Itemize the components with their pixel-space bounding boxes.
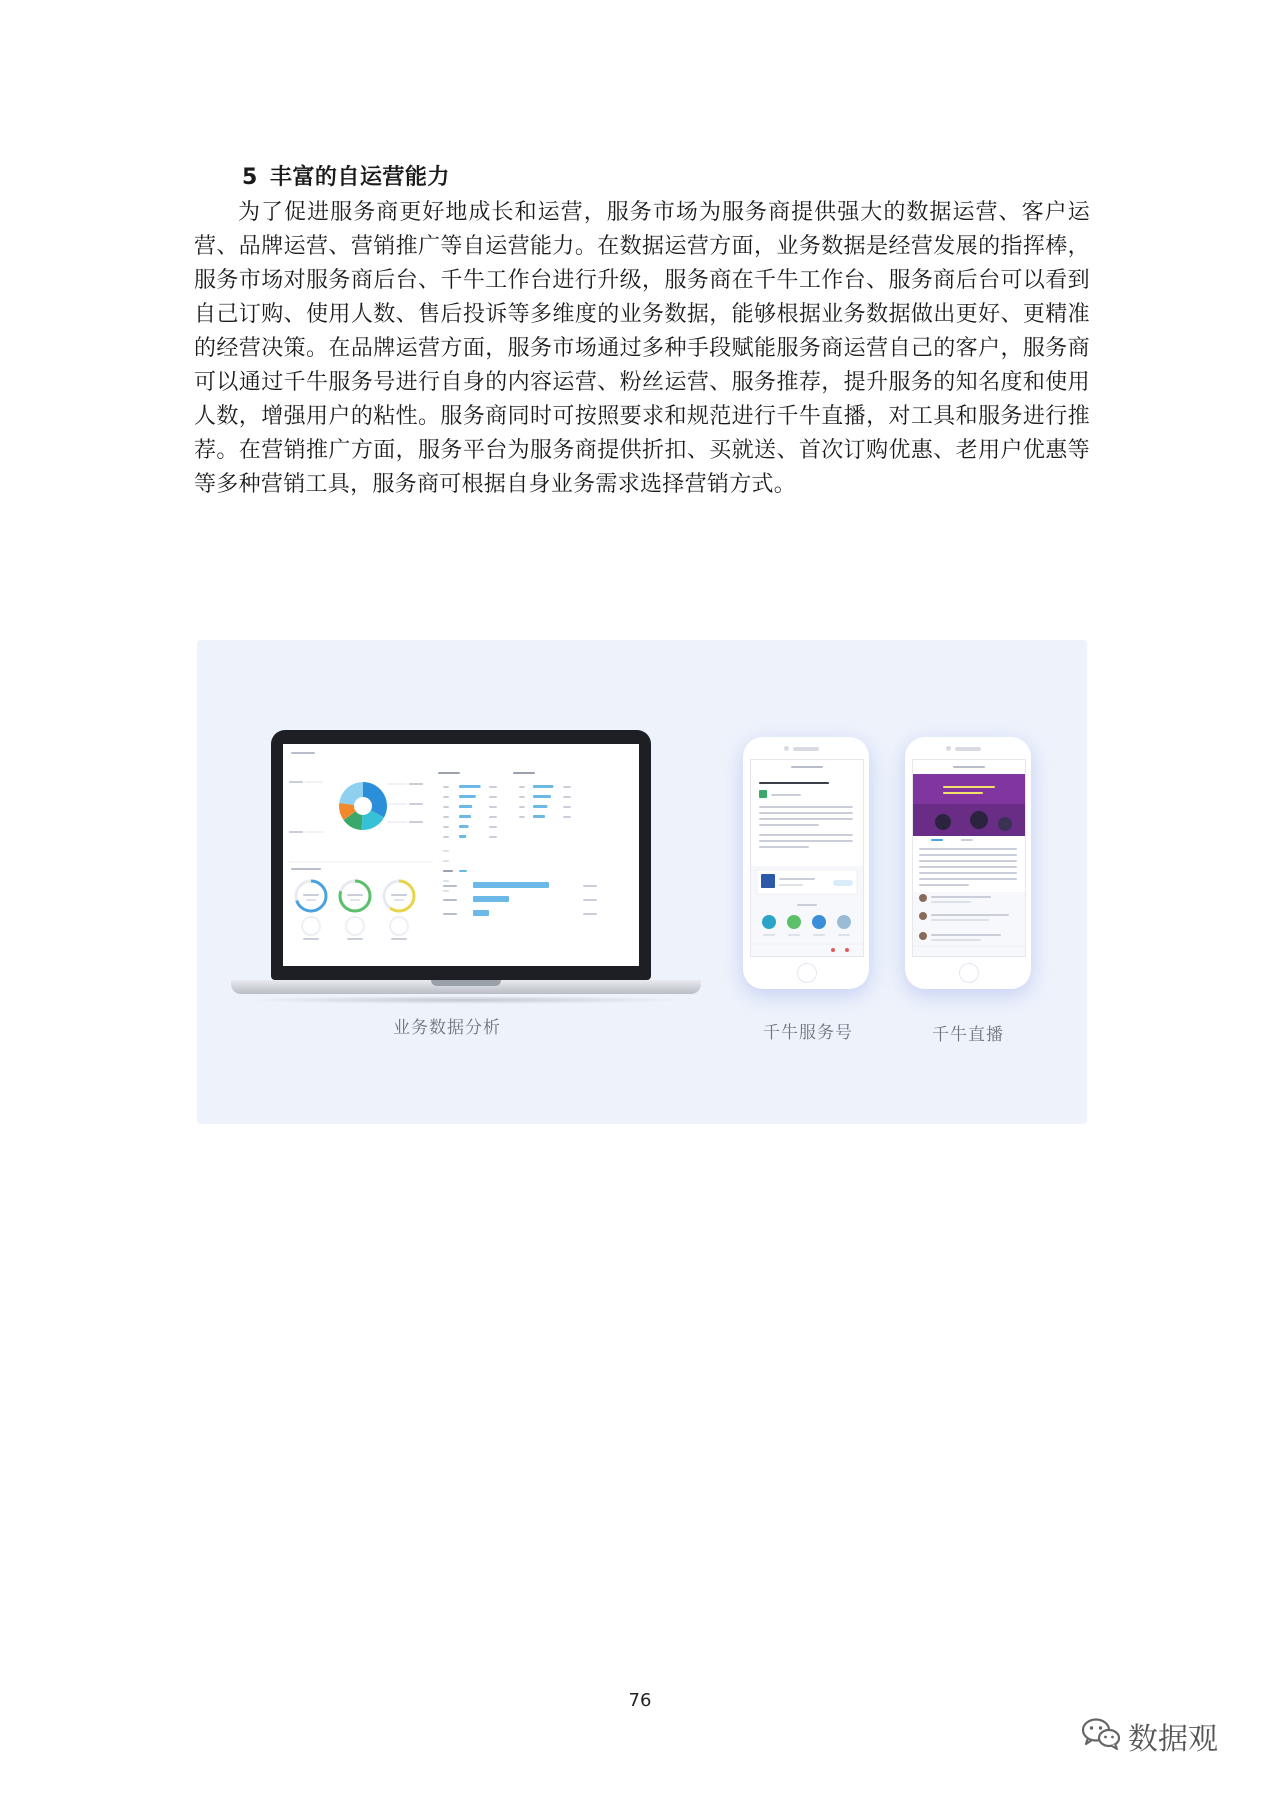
list-row-label-placeholder: [443, 860, 449, 862]
service-card-text-placeholder: [779, 884, 803, 886]
share-icon: [762, 915, 776, 929]
service-card-text-placeholder: [779, 878, 815, 880]
table-bar: [473, 910, 489, 916]
page-number: 76: [628, 1690, 652, 1711]
phone-home-button: [797, 963, 817, 983]
laptop-notch: [431, 980, 501, 986]
list-row-value-placeholder: [563, 786, 571, 788]
list-row-label-placeholder: [519, 816, 525, 818]
list-row-label-placeholder: [443, 850, 449, 852]
list-row-value-placeholder: [563, 806, 571, 808]
list-bar: [459, 815, 471, 818]
article-text-placeholder: [759, 818, 853, 820]
laptop-lid: [271, 730, 651, 980]
list-row-label-placeholder: [443, 836, 449, 838]
phone-service-account: [743, 737, 869, 989]
ring-value-placeholder: [394, 899, 404, 901]
list-bar: [459, 795, 476, 798]
list-bar: [459, 805, 472, 808]
table-row-label-placeholder: [443, 899, 457, 901]
live-banner-text-placeholder: [943, 792, 983, 794]
phone-screen: [750, 759, 864, 957]
article-text-placeholder: [759, 834, 853, 836]
ring-value-placeholder: [306, 899, 316, 901]
ring-label-placeholder: [391, 894, 407, 896]
live-description-placeholder: [919, 860, 1017, 862]
list-row-value-placeholder: [563, 816, 571, 818]
watermark-text: 数据观: [1128, 1722, 1218, 1757]
article-title-placeholder: [759, 782, 829, 784]
live-description-placeholder: [919, 866, 1017, 868]
product-figure: [197, 640, 1087, 1124]
live-streaming-illustration: [913, 760, 1025, 956]
service-card-button: [833, 880, 853, 886]
list-heading-placeholder: [438, 772, 460, 774]
list-bar: [459, 825, 469, 828]
article-text-placeholder: [759, 812, 853, 814]
live-tab-active-placeholder: [931, 839, 943, 841]
service-card-logo: [761, 874, 775, 888]
comment-avatar: [919, 894, 927, 902]
table-bar: [473, 896, 509, 902]
ring-caption-placeholder: [347, 938, 363, 940]
table-row-value-placeholder: [583, 913, 597, 915]
list-bar: [533, 815, 545, 818]
list-row-label-placeholder: [443, 880, 449, 882]
list-row-label-placeholder: [519, 796, 525, 798]
donut-slice: [339, 782, 363, 805]
share-caption-placeholder: [813, 934, 825, 936]
watermark: [1080, 1710, 1260, 1757]
section-title-text: 丰富的自运营能力: [269, 165, 450, 190]
share-caption-placeholder: [838, 934, 850, 936]
list-row-value-placeholder: [489, 786, 497, 788]
table-row-label-placeholder: [443, 885, 457, 887]
body-paragraph: 为了促进服务商更好地成长和运营，服务市场为服务商提供强大的数据运营、客户运营、品牌运营、营销推广等自运营能力。在数据运营方面，业务数据是经营发展的指挥棒，服务市场对服务商后台、千牛工作台进行升级，服务商在千牛工作台、服务商后台可以看到自己订购、使用人数、售后投诉等多维度的业务数据，能够根据业务数据做出更好、更精准的经营决策。在品牌运营方面，服务市场通过多种手段赋能服务商运营自己的客户，服务商可以通过千牛服务号进行自身的内容运营、粉丝运营、服务推荐，提升服务的知名度和使用人数，增强用户的粘性。服务商同时可按照要求和规范进行千牛直播，对工具和服务进行推荐。在营销推广方面，服务平台为服务商提供折扣、买就送、首次订购优惠、老用户优惠等等多种营销工具，服务商可根据自身业务需求选择营销方式。: [194, 200, 1090, 497]
table-row-value-placeholder: [583, 899, 597, 901]
list-row-value-placeholder: [489, 796, 497, 798]
comment-avatar: [919, 932, 927, 940]
live-description-placeholder: [919, 872, 1017, 874]
article-text-placeholder: [759, 840, 853, 842]
comment-text-placeholder: [931, 934, 1001, 936]
phone-home-button: [959, 963, 979, 983]
share-icon: [787, 915, 801, 929]
caption-business-data: 业务数据分析: [393, 1018, 501, 1038]
account-avatar: [759, 790, 767, 798]
list-row-value-placeholder: [489, 816, 497, 818]
list-row-label-placeholder: [519, 806, 525, 808]
article-text-placeholder: [759, 824, 819, 826]
live-tab-placeholder: [961, 839, 973, 841]
ring-secondary: [346, 917, 364, 935]
phone-live-streaming: [905, 737, 1031, 989]
service-account-illustration: [751, 760, 863, 956]
share-caption-placeholder: [788, 934, 800, 936]
list-row-label-placeholder: [443, 796, 449, 798]
live-host-figure: [970, 811, 988, 829]
ring-secondary: [390, 917, 408, 935]
phone-speaker: [955, 747, 981, 751]
list-bar: [533, 795, 551, 798]
list-row-label-placeholder: [443, 806, 449, 808]
laptop-mockup: [231, 730, 701, 1000]
donut-label-placeholder: [409, 803, 423, 805]
account-name-placeholder: [771, 794, 801, 796]
phone-screen: [912, 759, 1026, 957]
live-banner-text-placeholder: [943, 786, 995, 788]
section-number: 5: [242, 165, 258, 190]
phone-camera: [946, 746, 951, 751]
ring-caption-placeholder: [391, 938, 407, 940]
live-description-placeholder: [919, 848, 1017, 850]
dashboard-heading-placeholder: [291, 752, 315, 754]
table-tab-active-placeholder: [459, 870, 467, 872]
wechat-icon: [1080, 1716, 1122, 1750]
laptop-shadow: [241, 996, 691, 1004]
table-tab-placeholder: [443, 870, 453, 872]
list-bar: [533, 785, 553, 788]
comment-text-placeholder: [931, 901, 971, 903]
ring-caption-placeholder: [303, 938, 319, 940]
section-title: [242, 160, 450, 191]
list-row-label-placeholder: [443, 786, 449, 788]
caption-service-account: 千牛服务号: [763, 1023, 853, 1043]
list-row-label-placeholder: [519, 786, 525, 788]
live-description-placeholder: [919, 854, 1017, 856]
share-caption-placeholder: [763, 934, 775, 936]
live-host-figure: [935, 814, 951, 830]
ring-label-placeholder: [303, 894, 319, 896]
list-row-value-placeholder: [489, 806, 497, 808]
ring-secondary: [302, 917, 320, 935]
dashboard-illustration: [283, 744, 639, 966]
table-bar: [473, 882, 549, 888]
phone-title-placeholder: [953, 766, 985, 768]
comment-text-placeholder: [931, 919, 989, 921]
table-row-label-placeholder: [443, 913, 457, 915]
ring-value-placeholder: [350, 899, 360, 901]
list-row-value-placeholder: [489, 836, 497, 838]
dashboard-subheading-placeholder: [291, 868, 321, 870]
live-host-figure: [998, 817, 1012, 831]
donut-label-placeholder: [289, 781, 303, 783]
table-row-value-placeholder: [583, 885, 597, 887]
article-text-placeholder: [759, 806, 853, 808]
bottom-action-dot: [831, 948, 835, 952]
share-icon: [837, 915, 851, 929]
comment-text-placeholder: [931, 896, 991, 898]
caption-live: 千牛直播: [932, 1025, 1004, 1045]
live-description-placeholder: [919, 878, 1017, 880]
list-bar: [459, 835, 466, 838]
phone-title-placeholder: [791, 766, 823, 768]
ring-label-placeholder: [347, 894, 363, 896]
list-row-label-placeholder: [443, 890, 449, 892]
comment-text-placeholder: [931, 939, 981, 941]
donut-label-placeholder: [409, 821, 423, 823]
list-row-label-placeholder: [443, 826, 449, 828]
donut-label-placeholder: [409, 783, 423, 785]
list-bar: [533, 805, 547, 808]
list-heading-placeholder: [513, 772, 535, 774]
list-row-value-placeholder: [489, 826, 497, 828]
phone-camera: [784, 746, 789, 751]
laptop-screen: [283, 744, 639, 966]
share-icon: [812, 915, 826, 929]
live-description-placeholder: [919, 884, 969, 886]
share-label-placeholder: [797, 904, 817, 906]
comment-text-placeholder: [931, 914, 1009, 916]
comment-avatar: [919, 912, 927, 920]
donut-label-placeholder: [289, 831, 303, 833]
list-row-label-placeholder: [443, 816, 449, 818]
bottom-action-dot: [845, 948, 849, 952]
live-banner: [913, 774, 1025, 804]
article-text-placeholder: [759, 846, 809, 848]
donut-slice: [363, 782, 387, 818]
list-row-value-placeholder: [563, 796, 571, 798]
phone-speaker: [793, 747, 819, 751]
list-bar: [459, 785, 481, 788]
